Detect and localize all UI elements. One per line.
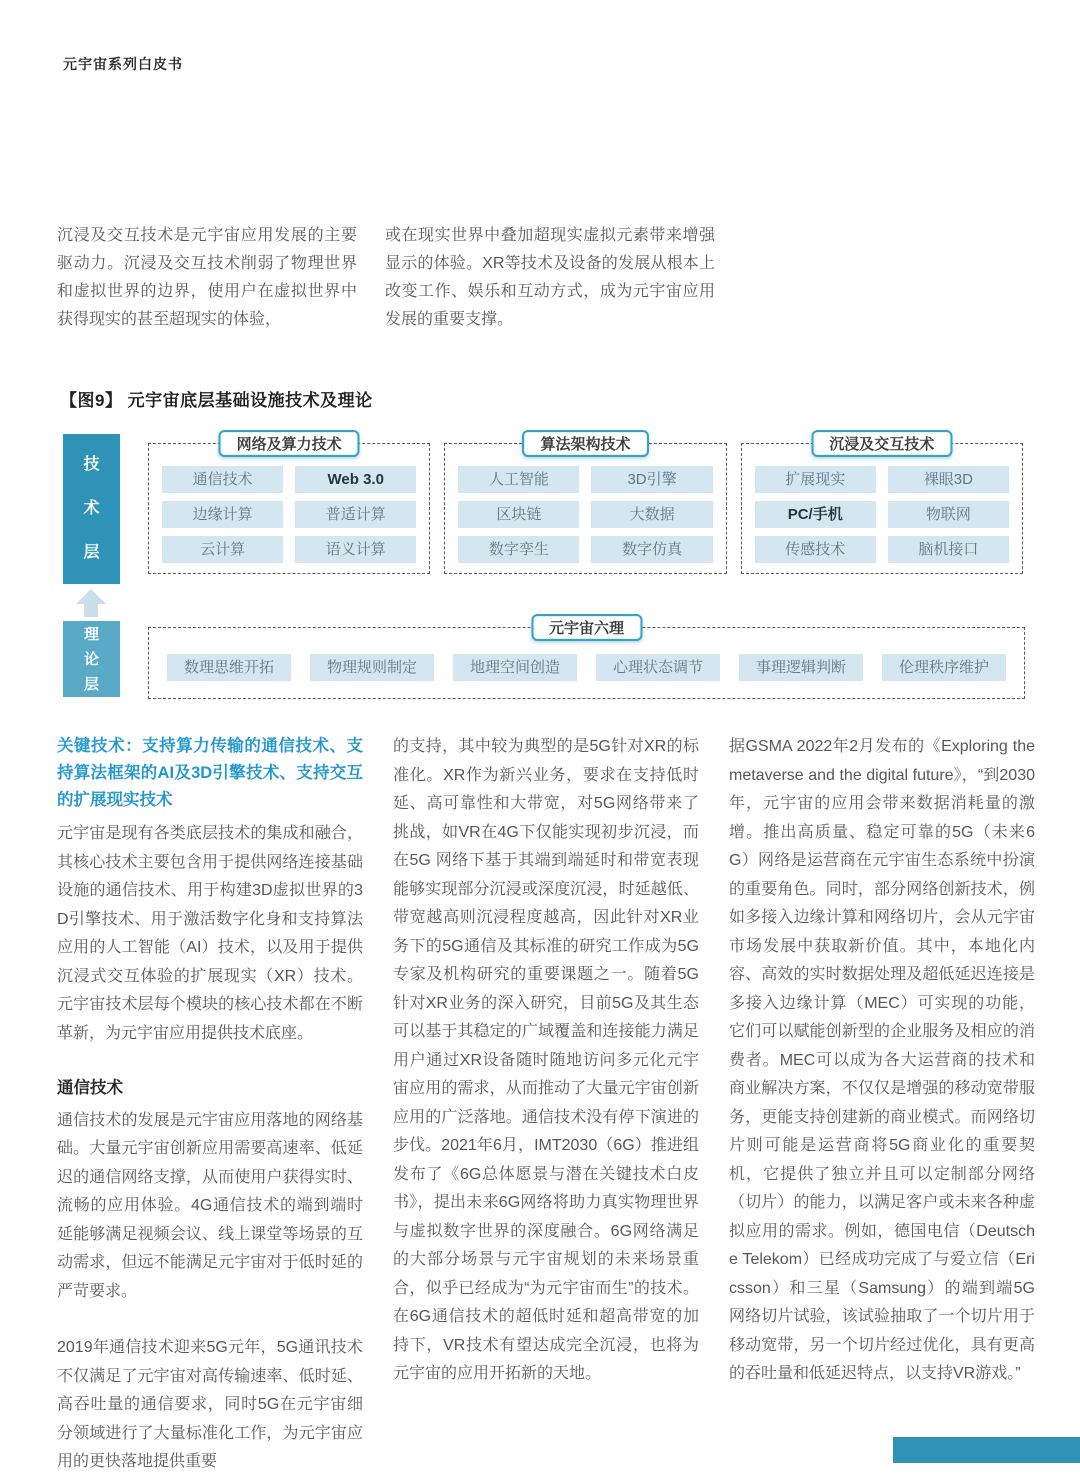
article-column-3 [729,733,1035,1477]
group-immersion-interaction-items [742,444,1022,573]
group-immersion-interaction [741,436,1023,574]
tech-item: 大数据 [591,501,712,528]
tech-item: 传感技术 [755,536,876,563]
tech-item: 区块链 [458,501,579,528]
tech-item: 数字仿真 [591,536,712,563]
tech-item: 普适计算 [295,501,416,528]
document-series-title: 元宇宙系列白皮书 [63,56,183,72]
tech-item: 数字孪生 [458,536,579,563]
intro-paragraph-left: 沉浸及交互技术是元宇宙应用发展的主要驱动力。沉浸及交互技术削弱了物理世界和虚拟世界的边界，使用户在虚拟世界中获得现实的甚至超现实的体验， [57,227,357,328]
group-immersion-interaction-title: 沉浸及交互技术 [811,430,952,457]
figure-9-diagram [63,432,1023,700]
article-body [57,733,1035,1477]
tech-layer-label [63,434,120,584]
paragraph: 的支持，其中较为典型的是5G针对XR的标准化。XR作为新兴业务，要求在支持低时延、高可靠性和大带宽，对5G网络带来了挑战，如VR在4G下仅能实现初步沉浸，而在5G 网络下基于其端到端延时和带宽表现能够实现部分沉浸或深度沉浸，时延越低、带宽越高则沉浸程度越高，因此针对XR业务下的5G通信及其标准的研究工作成为5G专家及机构研究的重要课题之一。随着5G针对XR业务的深入研究，目前5G及其生态可以基于其稳定的广域覆盖和连接能力满足用户通过XR设备随时随地访问多元化元宇宙应用的需求，从而推动了大量元宇宙创新应用的广泛落地。通信技术没有停下演进的步伐。2021年6月，IMT2030（6G）推进组发布了《6G总体愿景与潜在关键技术白皮书》，提出未来6G网络将助力真实物理世界与虚拟数字世界的深度融合。6G网络满足的大部分场景与元宇宙规划的未来场景重合，似乎已经成为“为元宇宙而生”的技术。在6G通信技术的超低时延和超高带宽的加持下，VR技术有望达成完全沉浸，也将为元宇宙的应用开拓新的天地。 [393,738,699,1382]
group-metaverse-six-theories [148,620,1025,699]
tech-item: 物联网 [888,501,1009,528]
theory-item: 物理规则制定 [310,654,434,681]
tech-layer-text: 技术层 [83,456,100,561]
group-network-computing-items [149,444,429,573]
paragraph: 通信技术的发展是元宇宙应用落地的网络基础。大量元宇宙创新应用需要高速率、低延迟的通信网络支撑，从而使用户获得实时、流畅的应用体验。4G通信技术的端到端时延能够满足视频会议、线上课堂等场景的互动需求，但远不能满足元宇宙对于低时延的严苛要求。 [57,1111,363,1300]
theory-item: 伦理秩序维护 [882,654,1006,681]
group-metaverse-six-theories-title: 元宇宙六理 [531,614,642,641]
group-network-computing [148,436,430,574]
tech-item: 边缘计算 [162,501,283,528]
tech-item: PC/手机 [755,501,876,528]
key-technologies-heading: 关键技术：支持算力传输的通信技术、支持算法框架的AI及3D引擎技术、支持交互的扩展现实技术 [57,737,363,809]
theory-layer-text: 理论层 [83,625,99,693]
group-algorithm-architecture-items [445,444,725,573]
theory-item: 地理空间创造 [453,654,577,681]
theory-item: 事理逻辑判断 [739,654,863,681]
paragraph: 2019年通信技术迎来5G元年，5G通讯技术不仅满足了元宇宙对高传输速率、低时延、高吞吐量的通信要求，同时5G在元宇宙细分领域进行了大量标准化工作，为元宇宙应用的更快落地提供重要 [57,1339,363,1470]
paragraph: 元宇宙是现有各类底层技术的集成和融合，其核心技术主要包含用于提供网络连接基础设施的通信技术、用于构建3D虚拟世界的3D引擎技术、用于激活数字化身和支持算法应用的人工智能（AI）技术，以及用于提供沉浸式交互体验的扩展现实（XR）技术。元宇宙技术层每个模块的核心技术都在不断革新，为元宇宙应用提供技术底座。 [57,825,363,1042]
intro-paragraph-right: 或在现实世界中叠加超现实虚拟元素带来增强显示的体验。XR等技术及设备的发展从根本上改变工作、娱乐和互动方式，成为元宇宙应用发展的重要支撑。 [385,227,715,328]
theory-item: 心理状态调节 [596,654,720,681]
tech-item: 脑机接口 [888,536,1009,563]
group-algorithm-architecture [444,436,726,574]
group-network-computing-title: 网络及算力技术 [219,430,360,457]
tech-item: 人工智能 [458,466,579,493]
tech-item: 裸眼3D [888,466,1009,493]
tech-item: 3D引擎 [591,466,712,493]
tech-item: Web 3.0 [295,466,416,493]
technology-groups-row [148,436,1023,574]
article-column-2 [393,733,699,1477]
theory-item: 数理思维开拓 [167,654,291,681]
footer-accent-bar [893,1437,1080,1463]
article-column-1 [57,733,363,1477]
tech-item: 通信技术 [162,466,283,493]
intro-section [57,222,715,334]
theory-layer-label [63,621,120,697]
communication-tech-subheading: 通信技术 [57,1079,123,1097]
tech-item: 扩展现实 [755,466,876,493]
group-algorithm-architecture-title: 算法架构技术 [522,430,648,457]
tech-item: 云计算 [162,536,283,563]
figure-title: 【图9】 元宇宙底层基础设施技术及理论 [60,391,373,410]
tech-item: 语义计算 [295,536,416,563]
paragraph: 据GSMA 2022年2月发布的《Exploring the metaverse and the digital future》，“到2030年，元宇宙的应用会带来数据消耗量的激增。推出高质量、稳定可靠的5G（未来6G）网络是运营商在元宇宙生态系统中扮演的重要角色。同时，部分网络创新技术，例如多接入边缘计算和网络切片，会从元宇宙市场发展中获取新价值。其中，本地化内容、高效的实时数据处理及超低延迟连接是多接入边缘计算（MEC）可实现的功能，它们可以赋能创新型的企业服务及相应的消费者。MEC可以成为各大运营商的技术和商业解决方案，不仅仅是增强的移动宽带服务，更能支持创建新的商业模式。而网络切片则可能是运营商将5G商业化的重要契机，它提供了独立并且可以定制部分网络（切片）的能力，以满足客户或未来各种虚拟应用的需求。例如，德国电信（Deutsche Telekom）已经成功完成了与爱立信（Ericsson）和三星（Samsung）的端到端5G网络切片试验，该试验抽取了一个切片用于移动宽带，另一个切片经过优化，具有更高的吞吐量和低延迟特点，以支持VR游戏。” [729,738,1035,1382]
up-arrow-icon [76,589,106,618]
